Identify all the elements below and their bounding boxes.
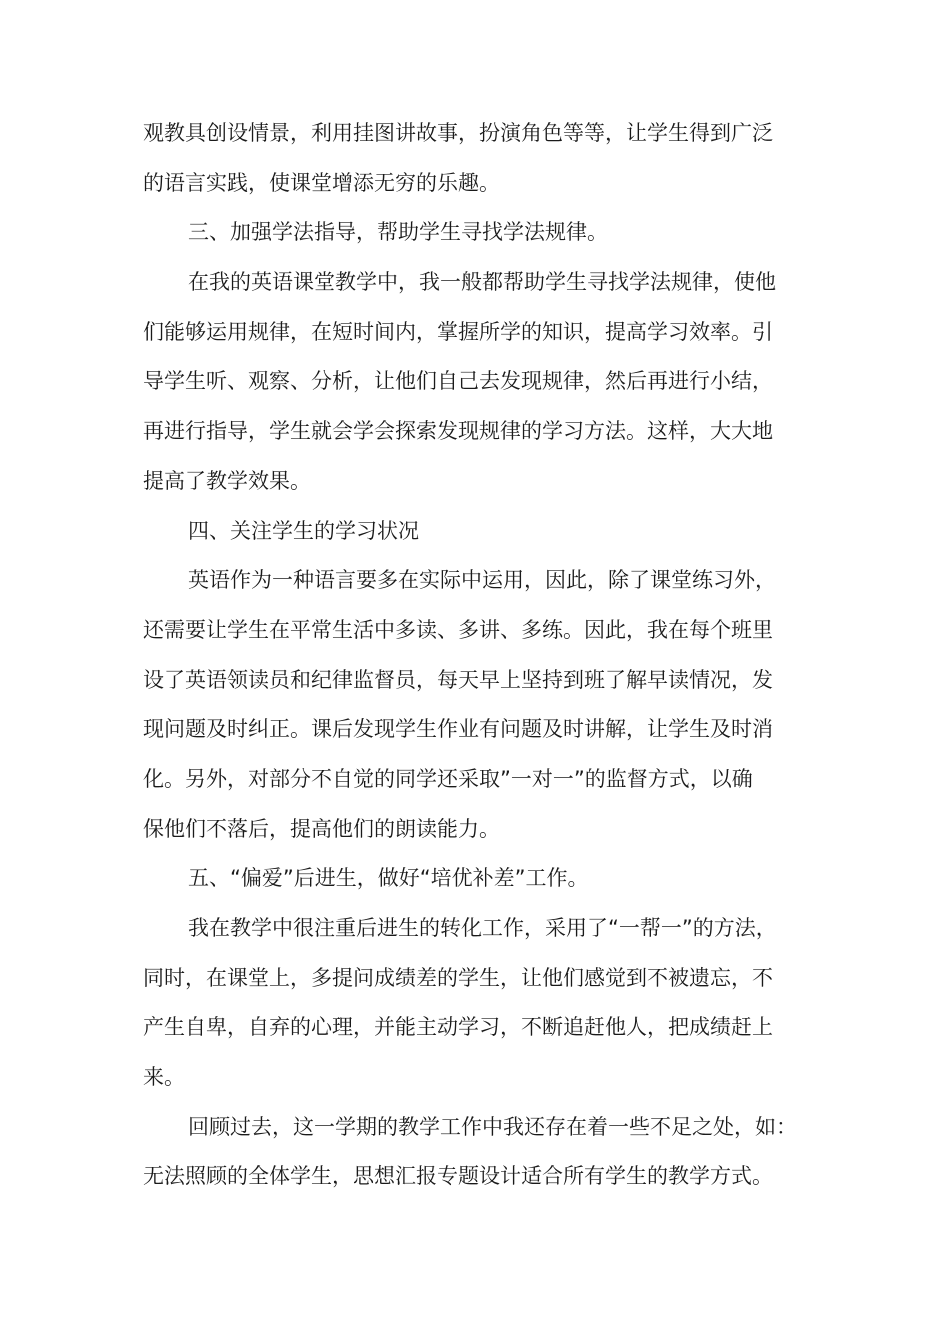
section-heading-4: 四、关注学生的学习状况 bbox=[188, 518, 419, 543]
text-line: 再进行指导，学生就会学会探索发现规律的学习方法。这样，大大地 bbox=[143, 419, 773, 444]
text-line: 现问题及时纠正。课后发现学生作业有问题及时讲解，让学生及时消 bbox=[143, 717, 773, 742]
text-line: 回顾过去，这一学期的教学工作中我还存在着一些不足之处，如： bbox=[188, 1114, 797, 1139]
document-body bbox=[143, 109, 823, 1202]
text-line: 我在教学中很注重后进生的转化工作，采用了“一帮一”的方法， bbox=[188, 916, 777, 940]
text-line: 化。另外，对部分不自觉的同学还采取”一对一”的监督方式，以确 bbox=[143, 766, 753, 791]
text-line: 来。 bbox=[143, 1065, 185, 1090]
text-line: 产生自卑，自弃的心理，并能主动学习，不断追赶他人，把成绩赶上 bbox=[143, 1015, 773, 1040]
text-line: 导学生听、观察、分析，让他们自己去发现规律，然后再进行小结， bbox=[143, 369, 773, 394]
text-line: 无法照顾的全体学生，思想汇报专题设计适合所有学生的教学方式。 bbox=[143, 1164, 773, 1189]
section-heading-3: 三、加强学法指导，帮助学生寻找学法规律。 bbox=[188, 220, 608, 245]
text-line: 们能够运用规律，在短时间内，掌握所学的知识，提高学习效率。引 bbox=[143, 319, 773, 344]
section-heading-5: 五、“偏爱”后进生，做好“培优补差”工作。 bbox=[188, 866, 589, 891]
text-line: 的语言实践，使课堂增添无穷的乐趣。 bbox=[143, 170, 500, 195]
text-line: 观教具创设情景，利用挂图讲故事，扮演角色等等，让学生得到广泛 bbox=[143, 121, 773, 145]
text-line: 英语作为一种语言要多在实际中运用，因此，除了课堂练习外， bbox=[188, 568, 776, 593]
text-line: 设了英语领读员和纪律监督员，每天早上坚持到班了解早读情况，发 bbox=[143, 667, 773, 692]
text-line: 同时，在课堂上，多提问成绩差的学生，让他们感觉到不被遗忘，不 bbox=[143, 965, 773, 990]
text-line: 保他们不落后，提高他们的朗读能力。 bbox=[143, 816, 500, 841]
text-line: 提高了教学效果。 bbox=[143, 468, 311, 493]
text-line: 在我的英语课堂教学中，我一般都帮助学生寻找学法规律，使他 bbox=[188, 270, 776, 295]
text-line: 还需要让学生在平常生活中多读、多讲、多练。因此，我在每个班里 bbox=[143, 617, 773, 642]
